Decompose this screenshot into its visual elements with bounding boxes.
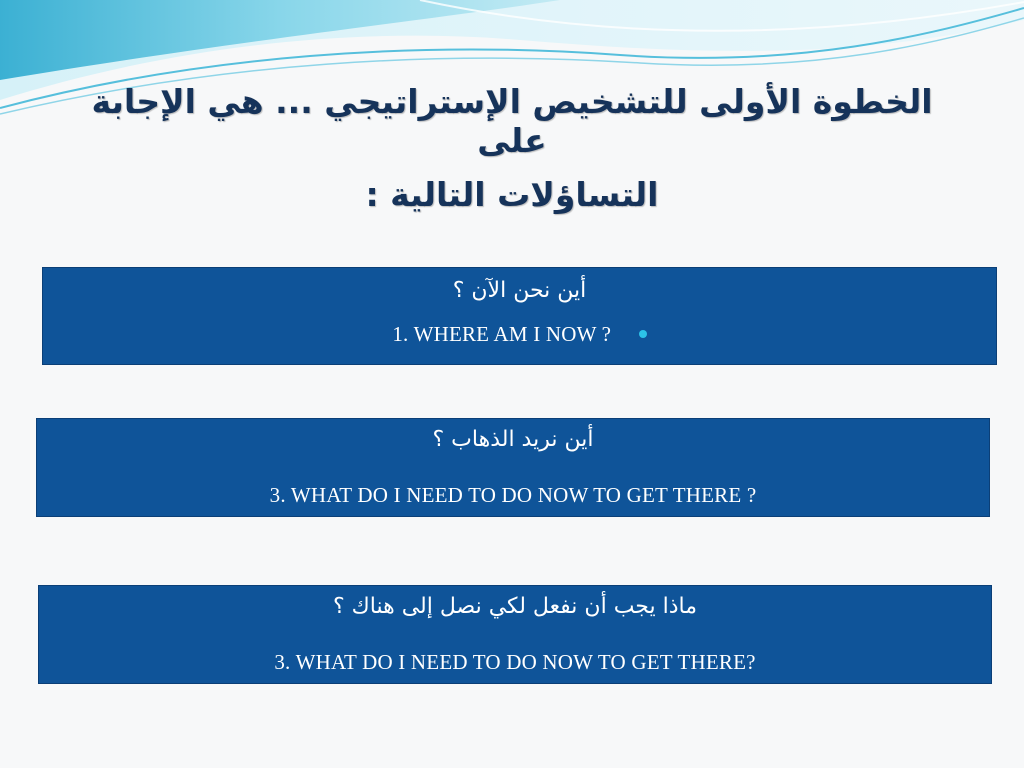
question-1-arabic: أين نحن الآن ؟ bbox=[452, 278, 587, 303]
slide-title-line-2: التساؤلات التالية : bbox=[365, 175, 659, 214]
question-1-english-row bbox=[43, 322, 996, 347]
slide-title-line-1: الخطوة الأولى للتشخيص الإستراتيجي ... هي الإجابة على bbox=[91, 82, 933, 160]
question-3-arabic: ماذا يجب أن نفعل لكي نصل إلى هناك ؟ bbox=[332, 594, 698, 619]
question-box-1 bbox=[42, 267, 997, 365]
question-3-english: 3. WHAT DO I NEED TO DO NOW TO GET THERE? bbox=[274, 650, 756, 674]
question-2-english: 3. WHAT DO I NEED TO DO NOW TO GET THERE ? bbox=[269, 483, 757, 507]
question-1-english: 1. WHERE AM I NOW ? bbox=[392, 322, 612, 346]
question-box-3 bbox=[38, 585, 992, 684]
question-box-2 bbox=[36, 418, 990, 517]
bullet-dot-icon bbox=[639, 330, 647, 338]
question-2-arabic: أين نريد الذهاب ؟ bbox=[432, 427, 594, 452]
